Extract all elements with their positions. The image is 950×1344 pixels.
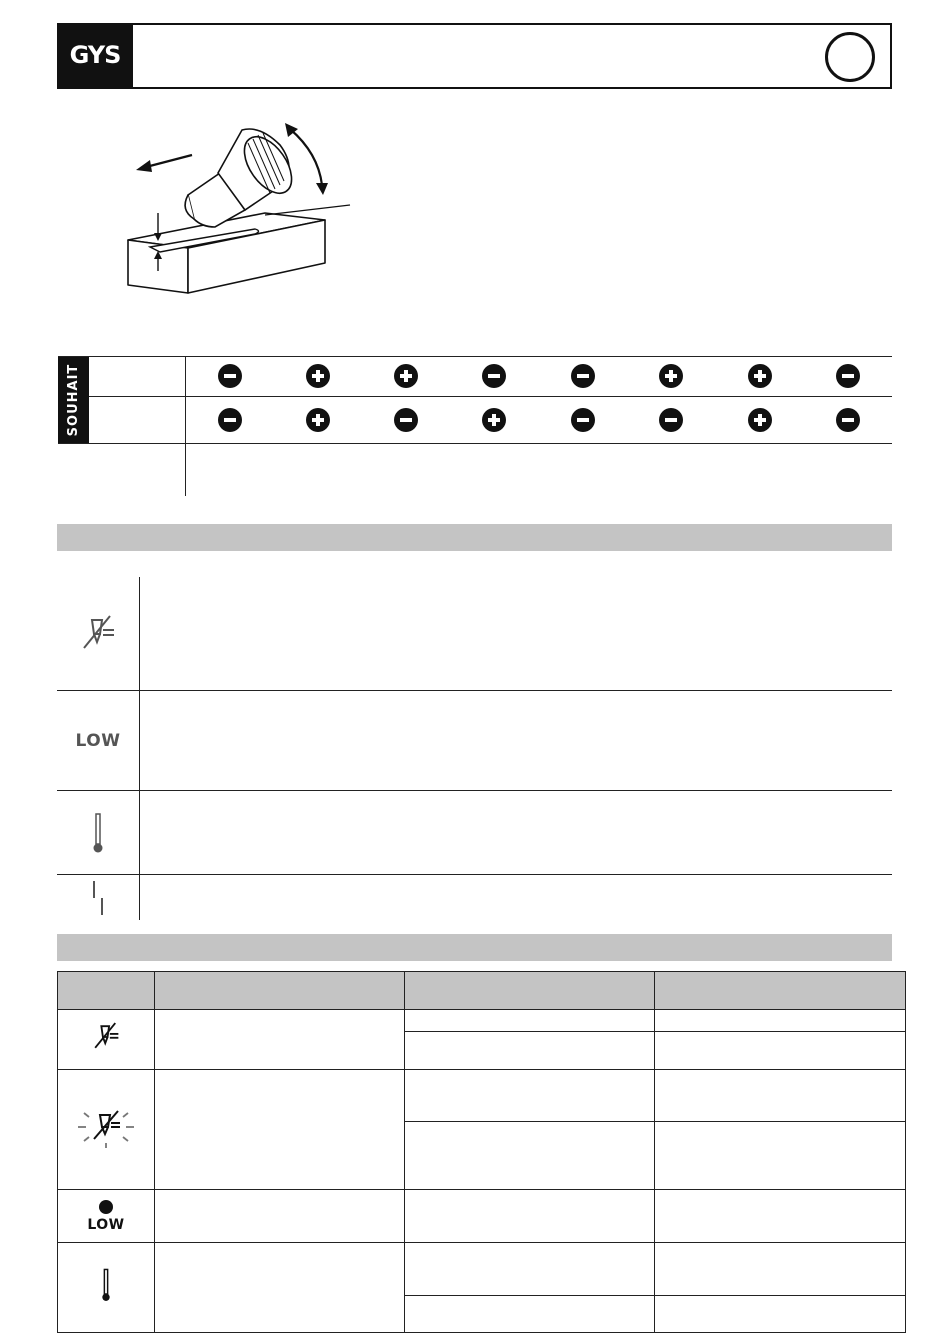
icon-list-item-low	[57, 691, 139, 790]
error-cause-cell	[154, 1243, 404, 1333]
error-icon-cell	[58, 1010, 155, 1070]
error-detail-cell	[404, 1122, 655, 1190]
minus-polarity-icon	[394, 408, 418, 432]
plus-polarity-icon	[394, 364, 418, 388]
error-icon-cell	[58, 1243, 155, 1333]
table-row	[58, 1190, 906, 1243]
low-label: LOW	[87, 1216, 125, 1233]
error-detail-cell	[404, 1243, 655, 1296]
table-row	[58, 1243, 906, 1296]
minus-polarity-icon	[659, 408, 683, 432]
minus-polarity-icon	[482, 364, 506, 388]
polarity-table-bottom-line	[58, 443, 892, 444]
icon-list-line-2	[57, 790, 892, 791]
travel-arrow	[136, 155, 192, 172]
language-circle	[825, 32, 875, 82]
minus-polarity-icon	[836, 364, 860, 388]
error-remedy-cell	[655, 1070, 906, 1122]
error-remedy-cell	[655, 1010, 906, 1032]
plus-polarity-icon	[748, 364, 772, 388]
minus-polarity-icon	[571, 408, 595, 432]
no-torch-icon	[89, 1020, 123, 1054]
plus-polarity-icon	[306, 408, 330, 432]
section-bar-errors	[57, 934, 892, 961]
icon-list-line-1	[57, 690, 892, 691]
error-remedy-cell	[655, 1243, 906, 1296]
error-cause-cell	[154, 1190, 404, 1243]
souhait-tab	[58, 357, 89, 443]
section-bar-indicators	[57, 524, 892, 551]
error-detail-cell	[404, 1010, 655, 1032]
polarity-table-mid-line	[89, 396, 892, 397]
error-cause-cell	[154, 1010, 404, 1070]
thermometer-icon	[99, 1267, 113, 1303]
low-dot-icon	[58, 1200, 154, 1233]
thermometer-icon	[90, 811, 106, 855]
polarity-table-divider	[185, 356, 186, 496]
error-detail-cell	[404, 1296, 655, 1333]
error-detail-cell	[404, 1032, 655, 1070]
table-row	[58, 1010, 906, 1032]
gys-logo	[59, 25, 133, 87]
axis-line	[265, 205, 350, 215]
minus-polarity-icon	[836, 408, 860, 432]
table-row	[58, 1070, 906, 1122]
error-remedy-cell	[655, 1296, 906, 1333]
icon-list-item-thermometer	[57, 791, 139, 874]
icon-list-line-3	[57, 874, 892, 875]
error-table-header-cell	[154, 972, 404, 1010]
error-table-header-cell	[404, 972, 655, 1010]
angle-arrow	[290, 129, 322, 185]
logo-text: GYS	[69, 41, 121, 69]
phase-fault-icon	[88, 878, 108, 918]
error-detail-cell	[404, 1190, 655, 1243]
plus-polarity-icon	[748, 408, 772, 432]
minus-polarity-icon	[218, 408, 242, 432]
minus-polarity-icon	[218, 364, 242, 388]
error-cause-cell	[154, 1070, 404, 1190]
icon-list-divider	[139, 577, 140, 920]
error-table-header-cell	[655, 972, 906, 1010]
page-header	[57, 23, 892, 89]
error-table	[57, 971, 906, 1333]
plus-polarity-icon	[306, 364, 330, 388]
torch-angle-illustration	[120, 115, 360, 305]
error-table-header	[58, 972, 906, 1010]
error-detail-cell	[404, 1070, 655, 1122]
error-table-header-cell	[58, 972, 155, 1010]
low-text-icon: LOW	[75, 730, 121, 751]
minus-polarity-icon	[571, 364, 595, 388]
blinking-no-torch-icon	[76, 1105, 136, 1149]
error-icon-cell	[58, 1190, 155, 1243]
status-dot	[99, 1200, 113, 1214]
error-icon-cell	[58, 1070, 155, 1190]
no-torch-icon	[76, 612, 120, 656]
icon-list-item-phase	[57, 875, 139, 920]
polarity-table-top-line	[58, 356, 892, 357]
error-remedy-cell	[655, 1190, 906, 1243]
error-remedy-cell	[655, 1122, 906, 1190]
souhait-label: SOUHAIT	[66, 363, 81, 437]
icon-list-item-no-torch	[57, 577, 139, 690]
plus-polarity-icon	[482, 408, 506, 432]
plus-polarity-icon	[659, 364, 683, 388]
error-remedy-cell	[655, 1032, 906, 1070]
